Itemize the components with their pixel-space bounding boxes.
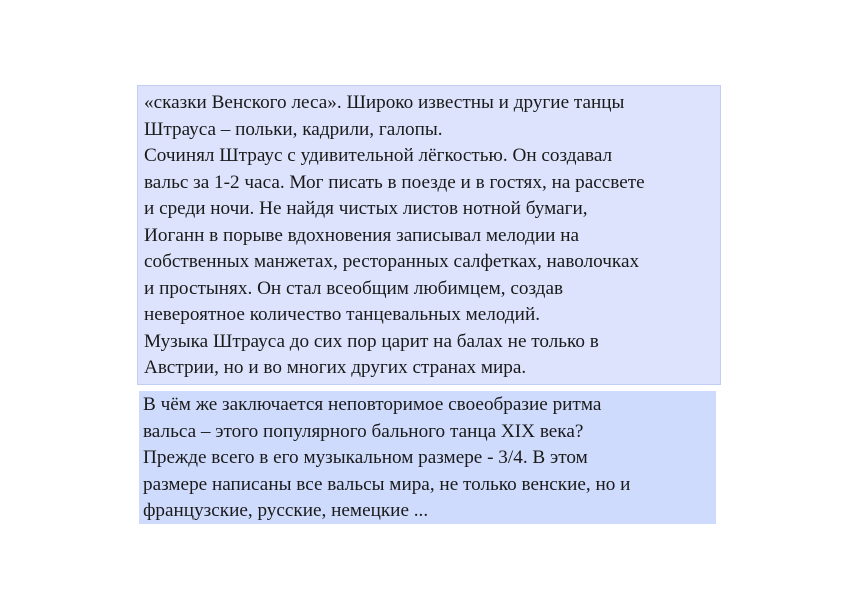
text-line: Прежде всего в его музыкальном размере - 3/4. В этом [143, 447, 588, 468]
text-line: вальс за 1-2 часа. Мог писать в поезде и в гостях, на рассвете [144, 171, 645, 193]
text-line: французские, русские, немецкие ... [143, 500, 429, 521]
text-line: и среди ночи. Не найдя чистых листов нотной бумаги, [144, 198, 588, 219]
text-line: В чём же заключается неповторимое своеобразие ритма [143, 394, 602, 415]
text-line: Австрии, но и во многих других странах мира. [144, 357, 527, 378]
text-line: и простынях. Он стал всеобщим любимцем, создав [144, 277, 564, 299]
text-line: собственных манжетах, ресторанных салфетках, наволочках [144, 251, 640, 272]
text-line: «сказки Венского леса». Широко известны и другие танцы [144, 92, 625, 113]
text-box-waltz-rhythm [139, 391, 716, 524]
text-box-strauss-biography [137, 85, 721, 385]
text-line: Музыка Штрауса до сих пор царит на балах не только в [144, 330, 599, 352]
text-line: вальса – этого популярного бального танца XIX века? [143, 420, 584, 442]
text-line: Иоганн в порыве вдохновения записывал мелодии на [144, 224, 579, 246]
text-line: невероятное количество танцевальных мелодий. [144, 304, 541, 325]
text-line: размере написаны все вальсы мира, не только венские, но и [143, 473, 631, 495]
text-line: Сочинял Штраус с удивительной лёгкостью. Он создавал [144, 145, 613, 166]
text-line: Штрауса – польки, кадрили, галопы. [144, 118, 443, 140]
